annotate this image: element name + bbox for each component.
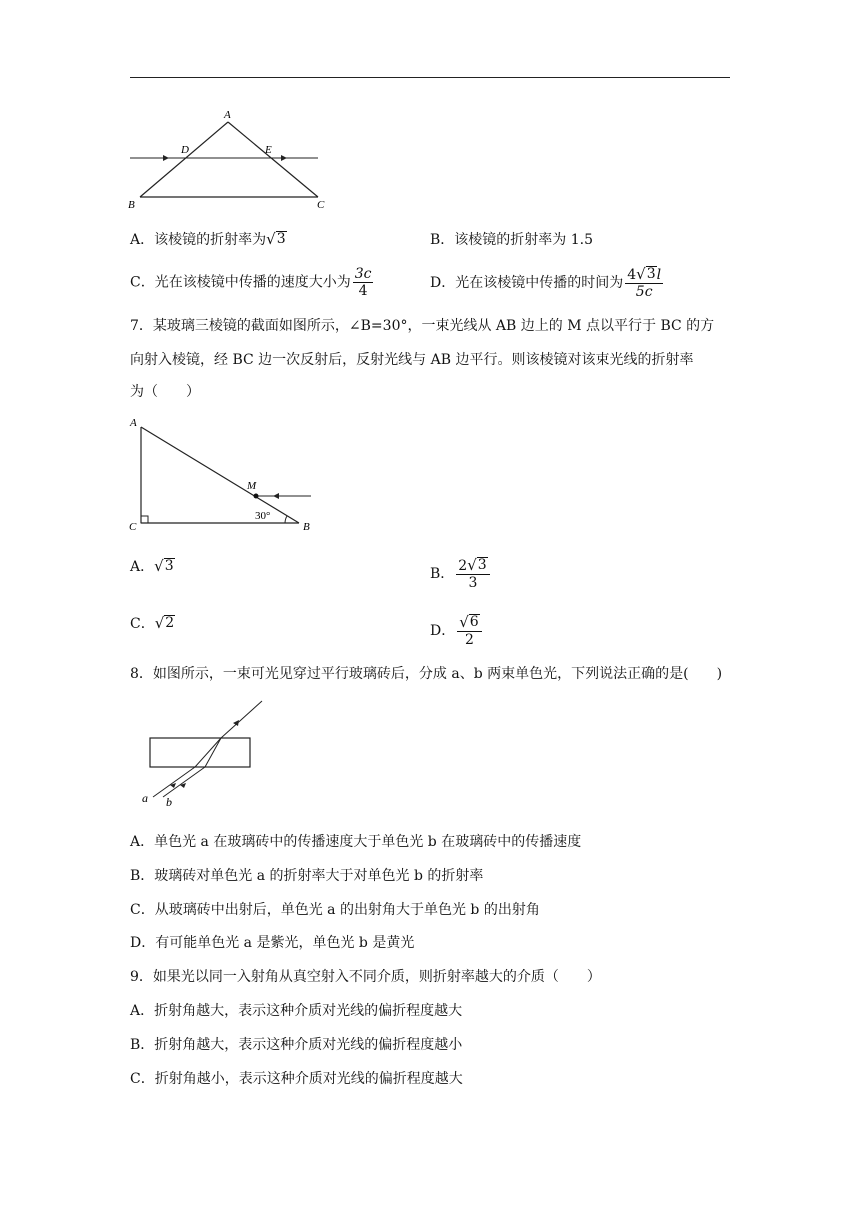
fraction: 4 √ 3 l 5c — [627, 265, 662, 300]
q8-option-c: C．从玻璃砖中出射后，单色光 a 的出射角大于单色光 b 的出射角 — [130, 902, 540, 918]
label-e: E — [265, 144, 272, 156]
label-a: A — [130, 417, 137, 429]
q9-option-c: C．折射角越小，表示这种介质对光线的偏折程度越大 — [130, 1071, 463, 1087]
fraction: 2 √ 3 3 — [456, 557, 489, 591]
prism-figure-2 — [125, 412, 325, 537]
label-b: b — [166, 795, 172, 809]
label-c: C — [317, 199, 325, 211]
q8-option-b: B．玻璃砖对单色光 a 的折射率大于对单色光 b 的折射率 — [130, 868, 484, 884]
sqrt-symbol: √ 3 — [266, 230, 286, 248]
label-a: a — [142, 791, 148, 805]
q7-stem-line3: 为（ ） — [130, 384, 200, 400]
sqrt-symbol: √ 3 — [154, 557, 174, 575]
point-m — [254, 494, 259, 499]
triangle-side-ac — [228, 122, 318, 197]
q7-option-d: D． √ 6 2 — [430, 614, 482, 648]
label-m: M — [247, 480, 257, 492]
header-rule — [130, 77, 730, 78]
label-c: C — [129, 521, 137, 533]
side-ab — [141, 427, 299, 523]
q6-option-c: C．光在该棱镜中传播的速度大小为 $\frac{3c}{4}$ — [130, 266, 372, 299]
fraction: √ 6 2 — [457, 614, 481, 648]
arrow-right-icon — [281, 155, 287, 161]
angle-arc — [285, 516, 287, 523]
q7-option-b: B． 2 √ 3 3 — [430, 557, 490, 591]
sqrt-symbol: √ 2 — [154, 614, 175, 632]
q8-option-a: A．单色光 a 在玻璃砖中的传播速度大于单色光 b 在玻璃砖中的传播速度 — [130, 834, 582, 850]
label-b: B — [128, 199, 135, 211]
prism-figure-1 — [125, 105, 335, 215]
q6-option-a: A．该棱镜的折射率为 √ 3 — [130, 230, 286, 248]
label-b: B — [303, 521, 310, 533]
q7-stem-line2: 向射入棱镜，经 BC 边一次反射后，反射光线与 AB 边平行。则该棱镜对该束光线的折射率 — [130, 352, 694, 368]
incident-ray — [221, 701, 262, 738]
exit-ray-a — [153, 767, 195, 797]
q7-stem-line1: 7．某玻璃三棱镜的截面如图所示，∠B=30°，一束光线从 AB 边上的 M 点以平行于 BC 的方 — [130, 318, 715, 334]
arrow-left-icon — [273, 493, 279, 499]
q9-option-b: B．折射角越大，表示这种介质对光线的偏折程度越小 — [130, 1037, 463, 1053]
right-angle-mark — [141, 516, 148, 523]
q8-stem: 8．如图所示，一束可光见穿过平行玻璃砖后，分成 a、b 两束单色光，下列说法正确的是( ) — [130, 666, 723, 682]
q6-option-d: D．光在该棱镜中传播的时间为 4 √ 3 l 5c — [430, 265, 662, 300]
refracted-ray-a — [195, 738, 221, 767]
q9-stem: 9．如果光以同一入射角从真空射入不同介质，则折射率越大的介质（ ） — [130, 969, 601, 985]
glass-slab-figure — [135, 698, 270, 810]
q6-option-b: B．该棱镜的折射率为 1.5 — [430, 232, 594, 248]
q7-option-a: A． √ 3 — [130, 557, 174, 575]
label-d: D — [181, 144, 189, 156]
label-a: A — [224, 109, 231, 121]
fraction: $\frac{3c}{4}$ — [354, 266, 372, 299]
q8-option-d: D．有可能单色光 a 是紫光，单色光 b 是黄光 — [130, 935, 415, 951]
exit-ray-b — [163, 767, 205, 797]
q9-option-a: A．折射角越大，表示这种介质对光线的偏折程度越大 — [130, 1003, 463, 1019]
arrow-left-icon — [163, 155, 169, 161]
angle-label: 30° — [255, 510, 271, 522]
triangle-side-ab — [140, 122, 228, 197]
q7-option-c: C． √ 2 — [130, 614, 175, 632]
glass-slab — [150, 738, 250, 767]
